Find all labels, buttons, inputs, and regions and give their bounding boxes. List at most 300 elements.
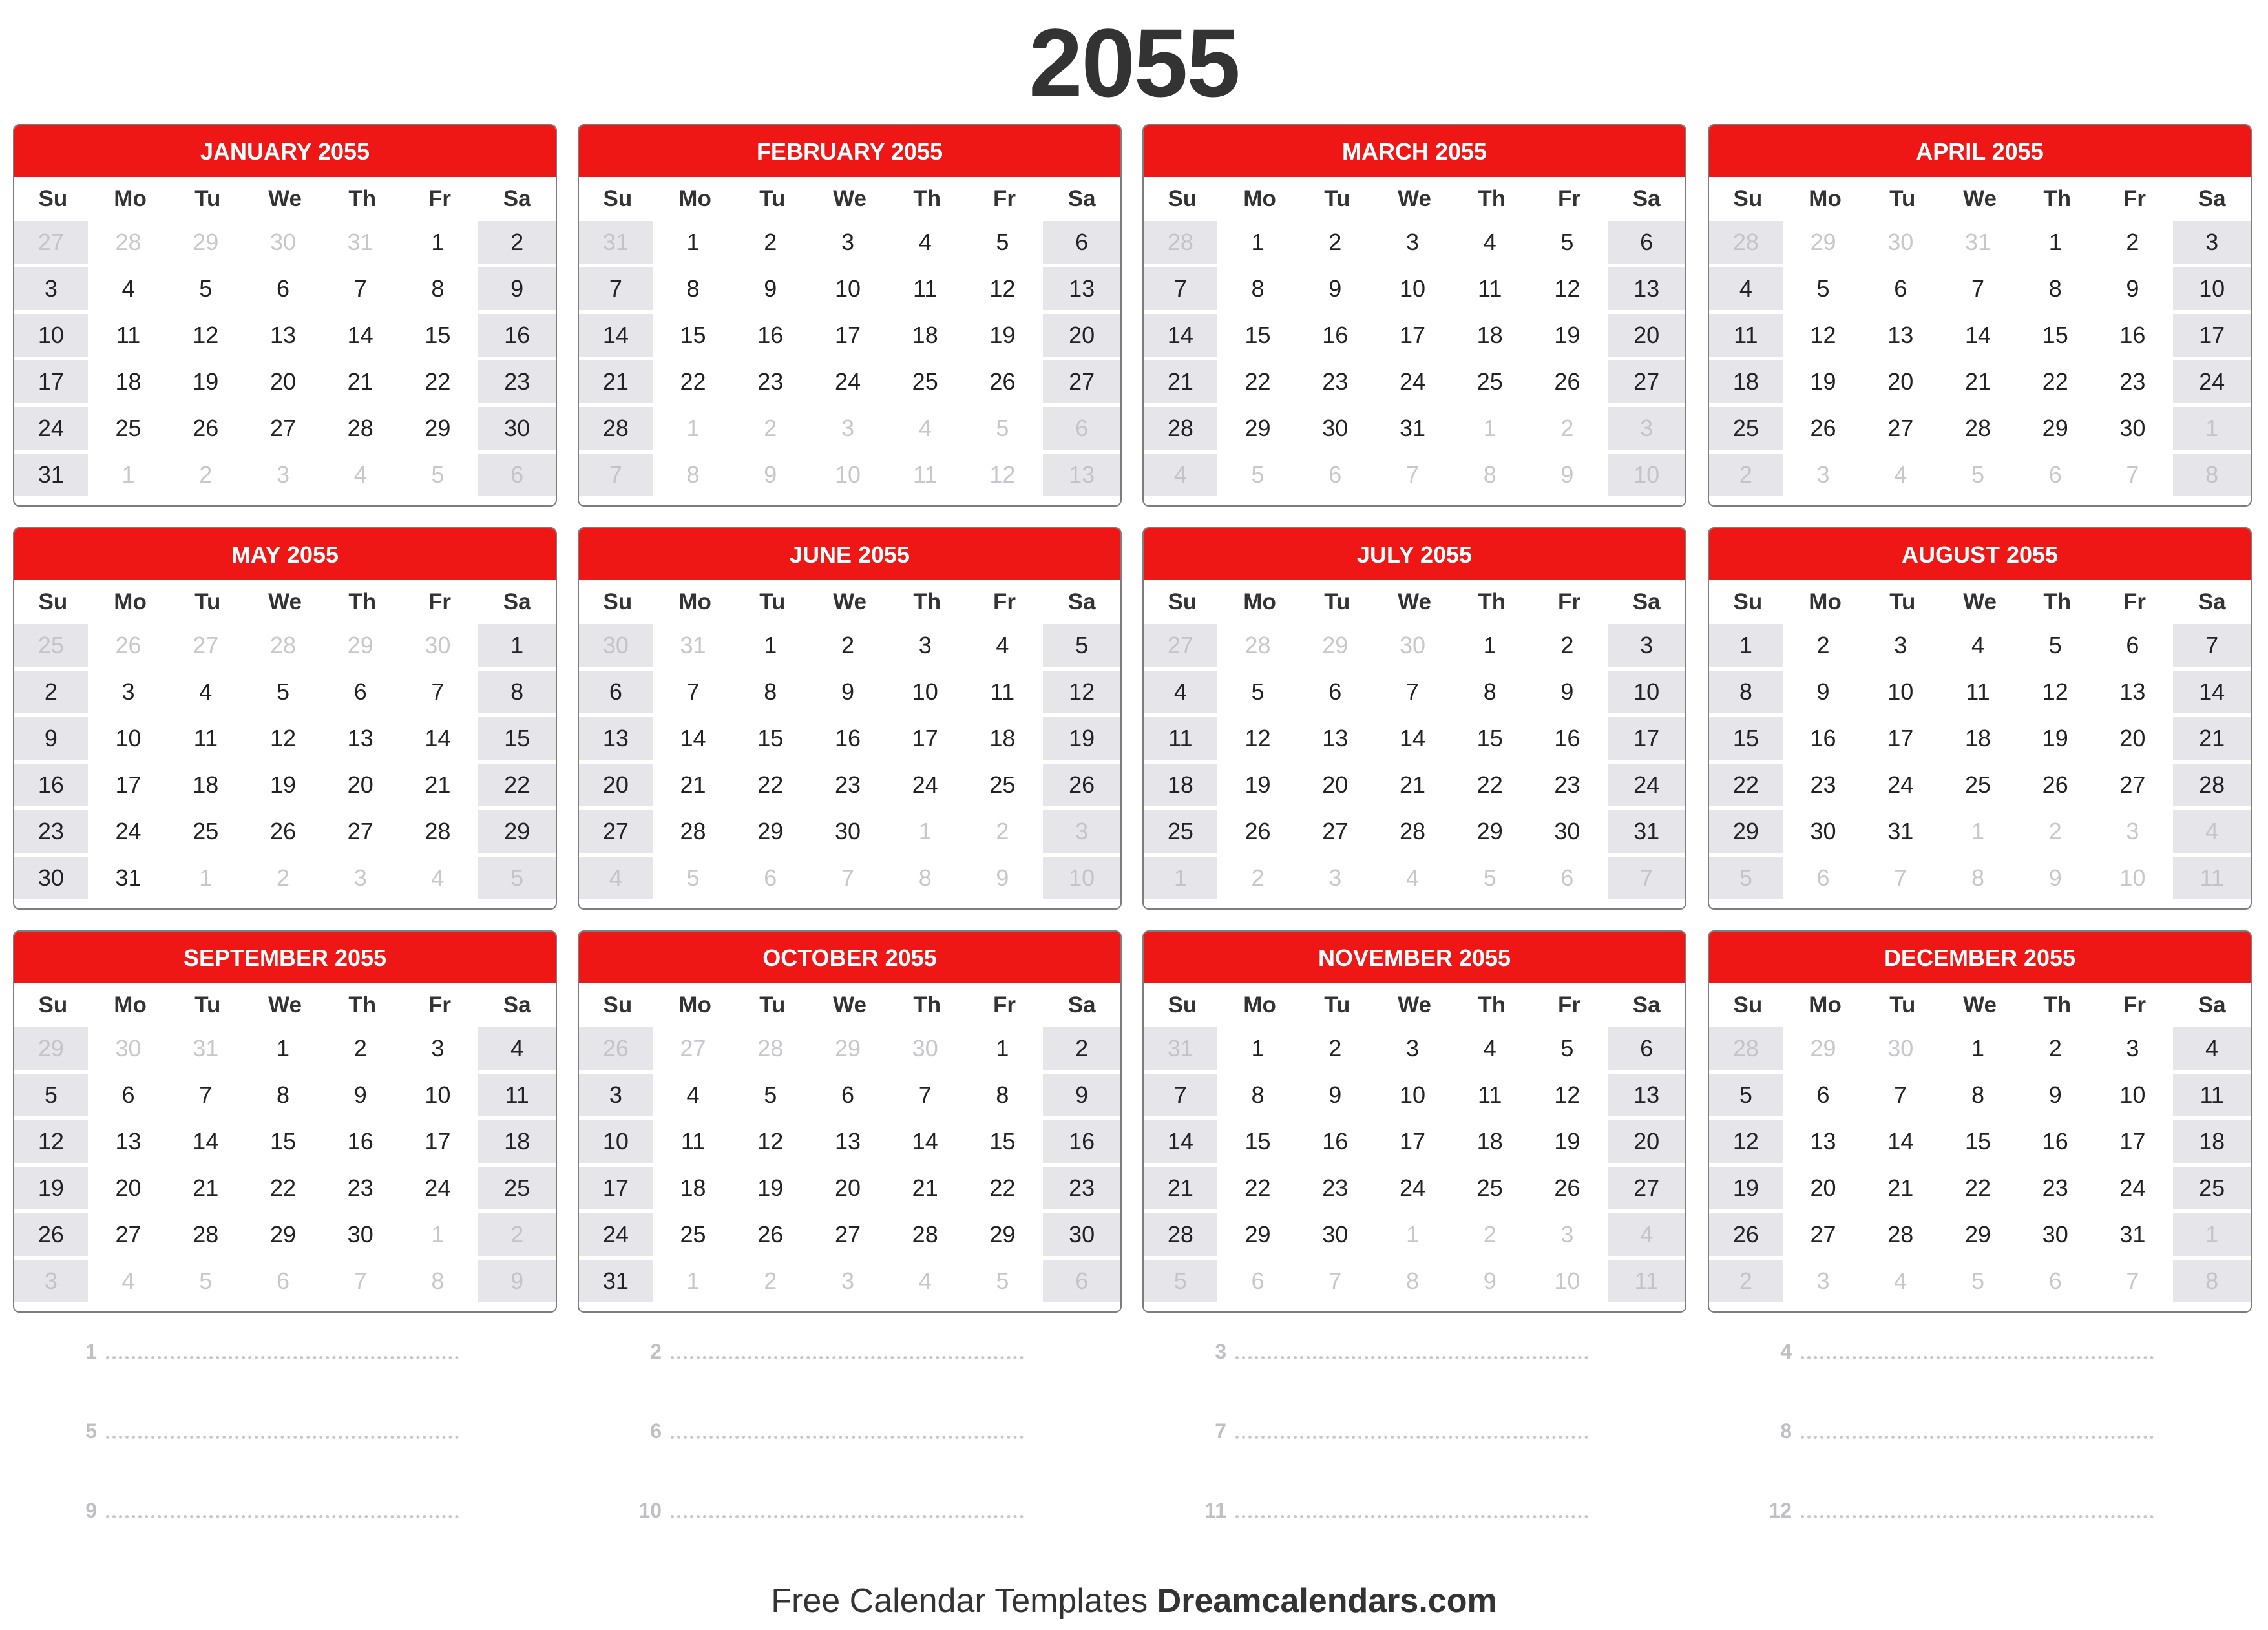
day-cell: 14 [656, 717, 734, 764]
weekday-label: Fr [1557, 992, 1580, 1018]
day-cell: 5 [1787, 267, 1864, 314]
day-cell: 15 [733, 717, 811, 764]
day-grid [579, 624, 1120, 906]
day-cell: 2 [1043, 1027, 1120, 1074]
weekday-label: Mo [1243, 992, 1276, 1018]
day-cell: 24 [888, 764, 966, 810]
day-cell: 9 [478, 267, 556, 314]
day-cell-adjacent-month: 7 [1608, 857, 1685, 903]
day-cell-adjacent-month: 30 [1864, 1027, 1941, 1074]
day-cell: 10 [92, 717, 169, 764]
day-cell-adjacent-month: 31 [656, 624, 734, 671]
weekday-header-row [579, 983, 1120, 1027]
day-cell: 5 [246, 671, 324, 717]
note-line[interactable] [58, 1489, 459, 1521]
day-cell: 5 [966, 221, 1044, 267]
weekday-label: Su [603, 992, 633, 1018]
weekday-label: Su [1733, 186, 1763, 211]
day-cell: 20 [579, 764, 656, 810]
day-cell: 18 [1144, 764, 1221, 810]
day-cell: 27 [1298, 810, 1376, 857]
day-cell-adjacent-month: 1 [2173, 407, 2251, 454]
day-cell-adjacent-month: 13 [1043, 454, 1120, 500]
day-cell-adjacent-month: 27 [1144, 624, 1221, 671]
day-cell: 30 [2019, 1213, 2096, 1260]
day-cell: 15 [2019, 314, 2096, 360]
day-cell: 25 [1941, 764, 2019, 810]
day-cell: 4 [1941, 624, 2019, 671]
day-cell-adjacent-month: 3 [1298, 857, 1376, 903]
day-cell: 28 [1864, 1213, 1941, 1260]
day-cell: 6 [1864, 267, 1941, 314]
note-line[interactable] [623, 1330, 1024, 1362]
day-cell: 4 [1709, 267, 1787, 314]
day-cell: 17 [1376, 314, 1453, 360]
day-cell: 18 [1941, 717, 2019, 764]
day-cell-adjacent-month: 26 [92, 624, 169, 671]
day-cell: 10 [1608, 671, 1685, 717]
day-cell: 7 [1144, 267, 1221, 314]
day-cell: 22 [1221, 1167, 1299, 1213]
day-grid [579, 1027, 1120, 1309]
day-cell: 9 [2019, 1074, 2096, 1120]
note-line[interactable] [623, 1409, 1024, 1441]
day-cell: 30 [2096, 407, 2174, 454]
day-cell: 14 [579, 314, 656, 360]
day-cell-adjacent-month: 4 [1864, 1260, 1941, 1306]
day-cell: 25 [2173, 1167, 2251, 1213]
day-cell: 14 [888, 1120, 966, 1167]
day-cell: 15 [478, 717, 556, 764]
day-cell: 14 [1144, 314, 1221, 360]
note-line[interactable] [1188, 1489, 1588, 1521]
note-number: 3 [1215, 1340, 1226, 1363]
day-cell-adjacent-month: 7 [324, 1260, 401, 1306]
month-card [13, 124, 557, 507]
day-cell: 2 [733, 221, 811, 267]
day-cell: 24 [579, 1213, 656, 1260]
weekday-label: Fr [1557, 589, 1580, 614]
day-cell: 11 [478, 1074, 556, 1120]
day-cell: 14 [1144, 1120, 1221, 1167]
day-cell: 16 [1531, 717, 1608, 764]
day-cell-adjacent-month: 2 [1709, 454, 1787, 500]
weekday-header-row [14, 177, 556, 221]
note-number: 10 [638, 1499, 662, 1522]
day-cell: 25 [1453, 360, 1531, 407]
day-cell: 26 [966, 360, 1044, 407]
day-cell: 11 [1941, 671, 2019, 717]
day-cell: 10 [579, 1120, 656, 1167]
day-cell: 20 [1787, 1167, 1864, 1213]
day-cell: 23 [1787, 764, 1864, 810]
note-number: 4 [1780, 1340, 1792, 1363]
day-cell-adjacent-month: 1 [2173, 1213, 2251, 1260]
day-cell: 26 [1221, 810, 1299, 857]
day-cell: 7 [1941, 267, 2019, 314]
weekday-label: Sa [1067, 992, 1096, 1018]
day-cell: 20 [324, 764, 401, 810]
day-cell: 1 [1709, 624, 1787, 671]
weekday-label: Th [348, 589, 377, 614]
day-grid [14, 624, 556, 906]
day-cell: 21 [1864, 1167, 1941, 1213]
day-cell: 15 [1221, 314, 1299, 360]
day-cell-adjacent-month: 7 [1376, 454, 1453, 500]
day-cell-adjacent-month: 6 [246, 1260, 324, 1306]
weekday-label: Fr [992, 186, 1016, 211]
day-cell-adjacent-month: 6 [2019, 1260, 2096, 1306]
day-cell: 10 [1376, 267, 1453, 314]
weekday-label: Su [1168, 589, 1197, 614]
day-cell: 18 [169, 764, 246, 810]
weekday-header-row [579, 177, 1120, 221]
day-cell-adjacent-month: 11 [2173, 857, 2251, 903]
day-cell-adjacent-month: 2 [1221, 857, 1299, 903]
note-line[interactable] [1753, 1409, 2154, 1441]
day-cell: 19 [733, 1167, 811, 1213]
note-number: 12 [1769, 1499, 1792, 1522]
note-number: 8 [1780, 1419, 1792, 1443]
day-cell: 19 [2019, 717, 2096, 764]
day-cell-adjacent-month: 5 [1941, 1260, 2019, 1306]
month-title: AUGUST 2055 [1709, 528, 2251, 580]
weekday-label: Th [348, 992, 377, 1018]
day-cell-adjacent-month: 11 [888, 454, 966, 500]
weekday-label: Tu [1889, 589, 1916, 614]
weekday-label: Mo [1809, 186, 1842, 211]
day-cell-adjacent-month: 10 [1043, 857, 1120, 903]
month-card [1708, 930, 2252, 1313]
dotted-line [671, 1514, 1024, 1518]
day-cell: 6 [324, 671, 401, 717]
day-cell: 1 [246, 1027, 324, 1074]
day-cell-adjacent-month: 5 [966, 407, 1044, 454]
day-cell-adjacent-month: 2 [1453, 1213, 1531, 1260]
weekday-label: Th [2043, 589, 2072, 614]
day-cell: 20 [246, 360, 324, 407]
day-cell: 22 [1221, 360, 1299, 407]
day-cell-adjacent-month: 2 [478, 1213, 556, 1260]
day-cell: 20 [1043, 314, 1120, 360]
day-cell: 26 [1787, 407, 1864, 454]
day-cell-adjacent-month: 5 [1221, 454, 1299, 500]
weekday-label: Sa [2198, 992, 2226, 1018]
day-cell: 11 [1453, 1074, 1531, 1120]
day-cell: 2 [1298, 221, 1376, 267]
day-cell: 31 [1376, 407, 1453, 454]
day-cell: 13 [2096, 671, 2174, 717]
note-line[interactable] [623, 1489, 1024, 1521]
note-line[interactable] [1753, 1330, 2154, 1362]
day-cell-adjacent-month: 6 [1043, 1260, 1120, 1306]
day-cell: 23 [1043, 1167, 1120, 1213]
note-line[interactable] [1188, 1409, 1588, 1441]
note-number: 6 [650, 1419, 662, 1443]
day-cell: 18 [2173, 1120, 2251, 1167]
day-cell-adjacent-month: 1 [656, 407, 734, 454]
day-cell-adjacent-month: 2 [733, 1260, 811, 1306]
day-cell-adjacent-month: 3 [14, 1260, 92, 1306]
day-cell: 21 [401, 764, 479, 810]
day-cell: 1 [1453, 624, 1531, 671]
day-cell: 8 [1453, 671, 1531, 717]
day-cell: 26 [2019, 764, 2096, 810]
month-title: JANUARY 2055 [14, 125, 556, 177]
day-cell-adjacent-month: 6 [1787, 857, 1864, 903]
day-cell: 1 [966, 1027, 1044, 1074]
day-cell: 29 [246, 1213, 324, 1260]
day-cell: 26 [1531, 360, 1608, 407]
note-line[interactable] [58, 1409, 459, 1441]
day-cell: 29 [1221, 407, 1299, 454]
weekday-header-row [1144, 177, 1685, 221]
day-cell: 25 [1144, 810, 1221, 857]
day-cell: 9 [2096, 267, 2174, 314]
day-cell: 20 [92, 1167, 169, 1213]
day-cell: 15 [246, 1120, 324, 1167]
day-cell: 5 [1531, 1027, 1608, 1074]
day-cell: 6 [1608, 1027, 1685, 1074]
day-cell: 16 [1298, 1120, 1376, 1167]
day-cell: 26 [246, 810, 324, 857]
day-cell: 13 [246, 314, 324, 360]
day-cell: 31 [92, 857, 169, 903]
day-cell-adjacent-month: 28 [246, 624, 324, 671]
weekday-label: We [1963, 186, 1997, 211]
note-line[interactable] [1188, 1330, 1588, 1362]
day-cell: 6 [2096, 624, 2174, 671]
day-cell: 28 [401, 810, 479, 857]
weekday-label: Fr [992, 589, 1016, 614]
day-cell: 11 [1453, 267, 1531, 314]
day-cell: 30 [1043, 1213, 1120, 1260]
day-cell-adjacent-month: 29 [811, 1027, 888, 1074]
day-cell-adjacent-month: 8 [2173, 1260, 2251, 1306]
day-cell: 5 [1221, 671, 1299, 717]
day-cell: 2 [2096, 221, 2174, 267]
note-line[interactable] [1753, 1489, 2154, 1521]
day-grid [14, 221, 556, 503]
day-cell: 7 [1376, 671, 1453, 717]
day-cell: 22 [656, 360, 734, 407]
day-cell-adjacent-month: 28 [1221, 624, 1299, 671]
day-cell-adjacent-month: 8 [1376, 1260, 1453, 1306]
day-cell: 22 [966, 1167, 1044, 1213]
day-cell: 10 [2173, 267, 2251, 314]
day-cell: 19 [1787, 360, 1864, 407]
day-cell-adjacent-month: 1 [1453, 407, 1531, 454]
day-cell: 26 [1043, 764, 1120, 810]
day-cell-adjacent-month: 25 [14, 624, 92, 671]
day-cell: 21 [169, 1167, 246, 1213]
weekday-label: Su [603, 589, 633, 614]
day-cell-adjacent-month: 28 [1144, 221, 1221, 267]
day-cell-adjacent-month: 4 [1864, 454, 1941, 500]
day-cell: 21 [579, 360, 656, 407]
day-cell: 12 [1709, 1120, 1787, 1167]
weekday-label: We [268, 589, 302, 614]
weekday-label: Su [603, 186, 633, 211]
day-cell: 19 [1221, 764, 1299, 810]
day-cell-adjacent-month: 28 [733, 1027, 811, 1074]
day-cell-adjacent-month: 9 [1531, 454, 1608, 500]
day-cell: 8 [1221, 267, 1299, 314]
day-cell-adjacent-month: 4 [1144, 454, 1221, 500]
day-cell: 28 [656, 810, 734, 857]
day-cell-adjacent-month: 31 [1941, 221, 2019, 267]
day-cell: 4 [169, 671, 246, 717]
day-cell: 13 [579, 717, 656, 764]
day-cell: 26 [169, 407, 246, 454]
day-cell: 4 [888, 221, 966, 267]
day-cell: 9 [811, 671, 888, 717]
weekday-label: Mo [1809, 992, 1842, 1018]
day-cell: 7 [579, 267, 656, 314]
day-cell: 24 [811, 360, 888, 407]
day-cell: 24 [2173, 360, 2251, 407]
page-title: 2055 [1029, 8, 1239, 117]
day-cell: 31 [1608, 810, 1685, 857]
day-cell: 30 [478, 407, 556, 454]
weekday-label: Tu [1889, 992, 1916, 1018]
month-card [1142, 930, 1686, 1313]
day-cell: 22 [401, 360, 479, 407]
weekday-label: Th [1478, 589, 1506, 614]
day-cell-adjacent-month: 5 [169, 1260, 246, 1306]
weekday-label: Mo [678, 589, 711, 614]
day-cell: 20 [2096, 717, 2174, 764]
day-cell-adjacent-month: 1 [92, 454, 169, 500]
month-card [578, 930, 1122, 1313]
day-cell: 5 [14, 1074, 92, 1120]
weekday-label: Tu [1324, 186, 1350, 211]
day-cell-adjacent-month: 3 [2096, 810, 2174, 857]
day-cell: 12 [246, 717, 324, 764]
day-cell: 29 [733, 810, 811, 857]
weekday-header-row [14, 580, 556, 624]
day-cell: 18 [1453, 314, 1531, 360]
day-cell: 14 [401, 717, 479, 764]
day-cell: 19 [1043, 717, 1120, 764]
day-cell-adjacent-month: 29 [14, 1027, 92, 1074]
day-cell: 8 [2019, 267, 2096, 314]
day-cell: 24 [401, 1167, 479, 1213]
weekday-header-row [1709, 580, 2251, 624]
day-cell: 5 [1043, 624, 1120, 671]
weekday-label: Tu [194, 992, 221, 1018]
day-cell: 3 [1376, 221, 1453, 267]
day-cell: 8 [966, 1074, 1044, 1120]
note-line[interactable] [58, 1330, 459, 1362]
day-cell: 23 [2096, 360, 2174, 407]
day-cell-adjacent-month: 5 [1453, 857, 1531, 903]
day-cell: 9 [1787, 671, 1864, 717]
note-number: 11 [1204, 1499, 1226, 1522]
day-cell: 4 [1144, 671, 1221, 717]
day-cell-adjacent-month: 5 [401, 454, 479, 500]
dotted-line [106, 1514, 459, 1518]
day-cell: 30 [811, 810, 888, 857]
day-cell: 11 [2173, 1074, 2251, 1120]
day-cell: 10 [1864, 671, 1941, 717]
day-cell: 22 [1453, 764, 1531, 810]
day-cell: 7 [169, 1074, 246, 1120]
day-cell: 3 [401, 1027, 479, 1074]
day-cell: 16 [1043, 1120, 1120, 1167]
day-cell: 26 [14, 1213, 92, 1260]
day-cell-adjacent-month: 28 [92, 221, 169, 267]
weekday-label: Sa [2198, 589, 2226, 614]
day-cell: 19 [1531, 1120, 1608, 1167]
footer-brand-link[interactable]: Dreamcalendars.com [1157, 1582, 1497, 1620]
weekday-label: Th [913, 589, 941, 614]
note-number: 1 [85, 1340, 97, 1363]
day-cell: 6 [811, 1074, 888, 1120]
day-cell: 16 [1787, 717, 1864, 764]
day-cell-adjacent-month: 3 [246, 454, 324, 500]
weekday-label: Mo [114, 186, 147, 211]
day-cell: 6 [1043, 221, 1120, 267]
day-cell: 12 [966, 267, 1044, 314]
day-cell: 6 [1608, 221, 1685, 267]
day-cell: 22 [478, 764, 556, 810]
day-cell: 29 [401, 407, 479, 454]
day-cell: 15 [656, 314, 734, 360]
day-cell-adjacent-month: 31 [579, 221, 656, 267]
day-cell-adjacent-month: 6 [478, 454, 556, 500]
day-cell: 9 [324, 1074, 401, 1120]
day-cell: 17 [1608, 717, 1685, 764]
day-cell: 19 [1531, 314, 1608, 360]
day-cell: 12 [1043, 671, 1120, 717]
dotted-line [671, 1435, 1024, 1439]
day-cell-adjacent-month: 9 [478, 1260, 556, 1306]
day-cell: 20 [1608, 314, 1685, 360]
day-cell-adjacent-month: 10 [2096, 857, 2174, 903]
day-cell-adjacent-month: 4 [888, 1260, 966, 1306]
day-cell: 24 [2096, 1167, 2174, 1213]
day-cell: 2 [478, 221, 556, 267]
weekday-label: We [833, 589, 866, 614]
month-card [1708, 124, 2252, 507]
day-cell: 28 [1376, 810, 1453, 857]
day-cell: 17 [14, 360, 92, 407]
day-cell: 31 [2096, 1213, 2174, 1260]
day-cell-adjacent-month: 29 [1298, 624, 1376, 671]
day-cell-adjacent-month: 4 [401, 857, 479, 903]
month-title: DECEMBER 2055 [1709, 932, 2251, 983]
weekday-label: Tu [759, 186, 786, 211]
dotted-line [1801, 1435, 2154, 1439]
day-grid [1144, 624, 1685, 906]
day-cell-adjacent-month: 5 [966, 1260, 1044, 1306]
day-cell: 10 [2096, 1074, 2174, 1120]
day-cell-adjacent-month: 4 [92, 1260, 169, 1306]
day-cell: 14 [1941, 314, 2019, 360]
day-cell-adjacent-month: 6 [2019, 454, 2096, 500]
day-cell: 29 [966, 1213, 1044, 1260]
day-cell-adjacent-month: 8 [1941, 857, 2019, 903]
day-cell: 25 [966, 764, 1044, 810]
day-cell: 1 [733, 624, 811, 671]
day-cell: 21 [2173, 717, 2251, 764]
day-cell: 7 [656, 671, 734, 717]
day-cell-adjacent-month: 3 [1787, 1260, 1864, 1306]
day-cell: 30 [1531, 810, 1608, 857]
day-cell-adjacent-month: 1 [888, 810, 966, 857]
day-cell-adjacent-month: 3 [324, 857, 401, 903]
